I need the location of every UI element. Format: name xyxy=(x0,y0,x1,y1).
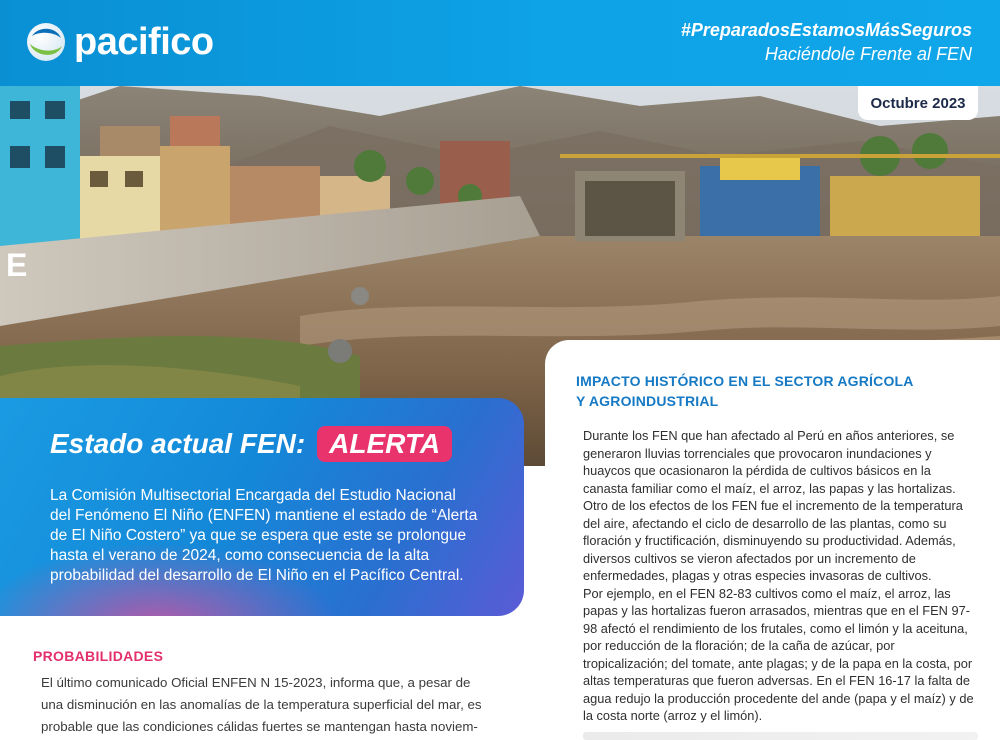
svg-text:E: E xyxy=(6,247,28,283)
impact-paragraph-1: Durante los FEN que han afectado al Perú en años anteriores, se generaron lluvias torrenciales que provocaron inundaciones y huaycos que ocasionaron la pérdida de cultivos básicos en la canasta familiar como el maíz, el arroz, las papas y las hortalizas. Otro de los efectos de los FEN fue el incremento de la temperatura del aire, afectando el ciclo de desarrollo de las plantas, como su floración y fructificación, disminuyendo su productividad. Además, diversos cultivos se vieron afectados por un incremento de enfermedades, plagas y otras especies invasoras de cultivos. xyxy=(583,428,963,583)
brand-name: pacifico xyxy=(74,21,214,63)
impact-heading-line1: IMPACTO HISTÓRICO EN EL SECTOR AGRÍCOLA xyxy=(576,373,914,389)
impact-text xyxy=(583,427,978,725)
status-description: La Comisión Multisectorial Encargada del Estudio Nacional del Fenómeno El Niño (ENFEN) mantiene el estado de “Alerta de El Niño Costero” ya que se espera que este se prolongue hasta el verano de 2024, como consecuencia de la alta probabilidad del desarrollo de El Niño en el Pacífico Central. xyxy=(50,487,478,584)
header-subtitle: Haciéndole Frente al FEN xyxy=(764,44,972,64)
brand-logo[interactable] xyxy=(26,20,214,64)
status-title: Estado actual FEN: xyxy=(50,428,306,459)
status-card xyxy=(0,398,524,616)
continued-text-fade xyxy=(583,732,978,740)
impact-panel xyxy=(545,340,1000,740)
header-tagline xyxy=(681,18,972,66)
impact-paragraph-2: Por ejemplo, en el FEN 82-83 cultivos como el maíz, el arroz, las papas y las hortalizas fueron arrasados, mientras que en el FEN 97-98 afectó el rendimiento de los frutales, como el limón y la aceituna, por reducción de la floración; de la caña de azúcar, por tropicalización; del tomate, ante plagas; y de la papa en la costa, por altas temperaturas que fueron adversas. En el FEN 16-17 la falta de agua redujo la producción procedente del ande (papa y el maíz) y de la costa norte (arroz y el limón). xyxy=(583,585,974,723)
hashtag: #PreparadosEstamosMásSeguros xyxy=(680,20,972,40)
probabilidades-text: El último comunicado Oficial ENFEN N 15-2023, informa que, a pesar de una disminución en las anomalías de la temperatura superficial del mar, es probable que las condiciones cálidas fuertes se mantengan hasta noviem- xyxy=(41,675,482,734)
status-heading xyxy=(50,426,452,462)
date-label: Octubre 2023 xyxy=(858,86,978,120)
probabilidades-heading: PROBABILIDADES xyxy=(33,648,164,664)
impact-heading xyxy=(576,371,914,411)
impact-heading-line2: Y AGROINDUSTRIAL xyxy=(576,393,719,409)
header-bar xyxy=(0,0,1000,86)
pacifico-logo-icon xyxy=(26,22,66,62)
alert-badge: ALERTA xyxy=(317,426,452,462)
